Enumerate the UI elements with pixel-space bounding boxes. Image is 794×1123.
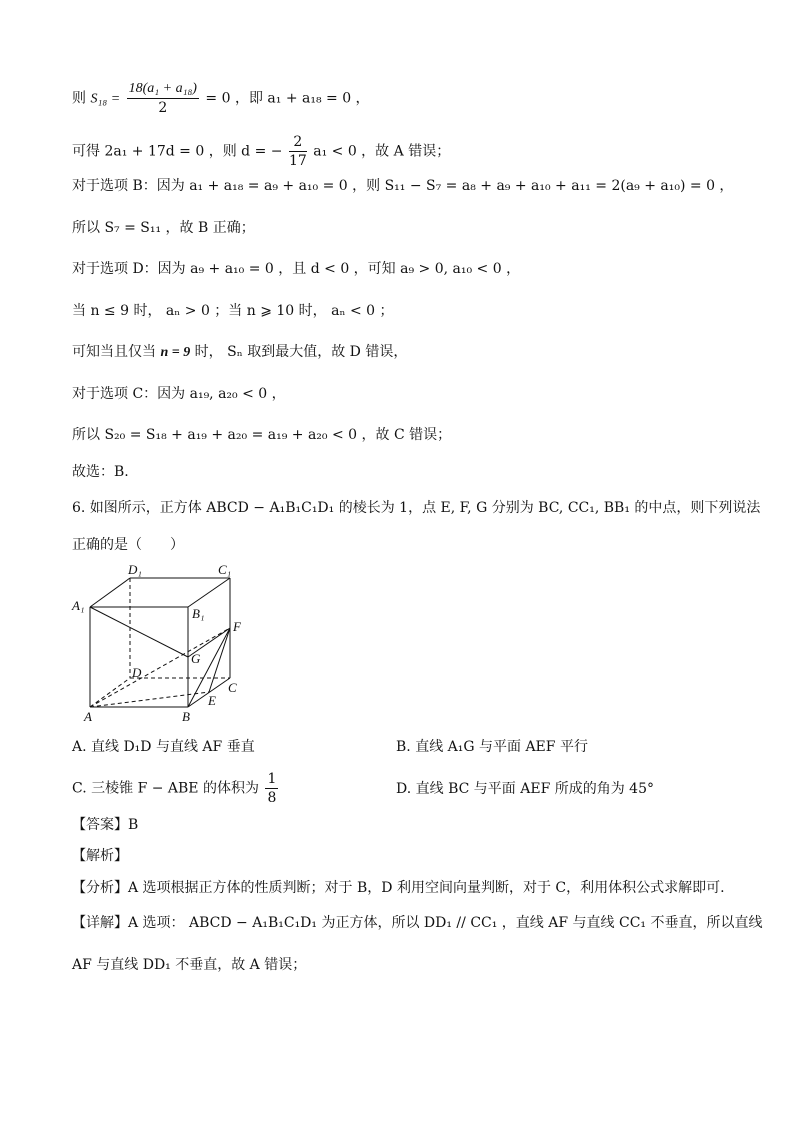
detailed-solution-line-1: 【详解】A 选项： ABCD − A₁B₁C₁D₁ 为正方体，所以 DD₁ // CC₁ ，直线 AF 与直线 CC₁ 不垂直，所以直线 [72,915,763,931]
solution-line-10: 故选：B. [72,464,129,480]
detailed-solution-line-2: AF 与直线 DD₁ 不垂直，故 A 错误； [72,957,307,973]
segment-A1G [90,607,188,657]
label-G: G [191,651,201,666]
question-6-stem-continued: 正确的是（ ） [72,537,184,553]
fraction [289,133,307,170]
solution-line-3: 对于选项 B：因为 a₁ + a₁₈ = a₉ + a₁₀ = 0 ，则 S₁₁ − S₇ = a₈ + a₉ + a₁₀ + a₁₁ = 2(a₉ + a₁₀) = 0 ， [72,178,734,194]
cube-figure [70,560,270,725]
text-suffix: 时， Sₙ 取到最大值，故 D 错误， [194,344,408,360]
option-D: D. 直线 BC 与平面 AEF 所成的角为 45° [396,781,654,797]
fraction [127,80,199,117]
label-F: F [233,619,241,634]
label-A: A [84,709,92,724]
label-E: E [208,693,216,708]
label-C: C [228,680,237,695]
answer-line: 【答案】B [72,817,139,833]
analysis-heading: 【解析】 [72,848,128,864]
bold-math: n = 9 [160,345,191,360]
option-C-text: C. 三棱锥 F − ABE 的体积为 [72,780,259,797]
text-suffix: = 0 ，即 a₁ + a₁₈ = 0 ， [205,90,370,107]
edge-A1D1 [90,578,130,607]
text-prefix: 则 [72,90,86,107]
solution-line-8: 对于选项 C：因为 a₁₉, a₂₀ < 0 ， [72,386,286,402]
solution-line-5: 对于选项 D：因为 a₉ + a₁₀ = 0 ，且 d < 0 ，可知 a₉ > 0, a₁₀ < 0 ， [72,261,521,277]
solution-line-2 [72,133,450,170]
solution-line-6: 当 n ≤ 9 时， aₙ > 0 ；当 n ⩾ 10 时， aₙ < 0 ； [72,303,394,319]
fraction-numerator: 1 [267,771,277,787]
label-A1: A₁ [72,598,85,613]
edge-B1C1 [188,578,230,607]
fraction-denominator: 8 [267,790,277,806]
math-lhs: S₁₈ = [90,91,121,107]
label-C1: C₁ [218,562,232,577]
label-D: D [132,665,142,680]
label-B: B [182,709,190,724]
solution-line-7 [72,342,407,363]
fraction [265,770,278,807]
text-prefix: 可得 2a₁ + 17d = 0 ，则 d = − [72,143,283,160]
label-B1: B₁ [192,606,205,621]
text-prefix: 可知当且仅当 [72,344,156,360]
question-6-stem: 6. 如图所示，正方体 ABCD − A₁B₁C₁D₁ 的棱长为 1，点 E, F, G 分别为 BC, CC₁, BB₁ 的中点，则下列说法 [72,500,761,516]
analysis-summary: 【分析】A 选项根据正方体的性质判断；对于 B，D 利用空间向量判断，对于 C，利用体积公式求解即可. [72,880,725,896]
fraction-denominator: 2 [158,100,168,116]
label-D1: D₁ [128,562,142,577]
option-B: B. 直线 A₁G 与平面 AEF 平行 [396,739,588,755]
option-C [72,770,280,807]
solution-line-4: 所以 S₇ = S₁₁ ，故 B 正确； [72,220,255,236]
edge-AD-hidden [90,678,130,707]
text-suffix: a₁ < 0 ，故 A 错误； [313,143,451,160]
solution-line-1 [72,80,370,117]
fraction-numerator: 18(a₁ + a₁₈) [127,80,199,99]
fraction-numerator: 2 [289,133,307,152]
fraction-denominator: 17 [288,153,307,169]
solution-line-9: 所以 S₂₀ = S₁₈ + a₁₉ + a₂₀ = a₁₉ + a₂₀ < 0 ，故 C 错误； [72,427,452,443]
option-A: A. 直线 D₁D 与直线 AF 垂直 [72,739,255,755]
